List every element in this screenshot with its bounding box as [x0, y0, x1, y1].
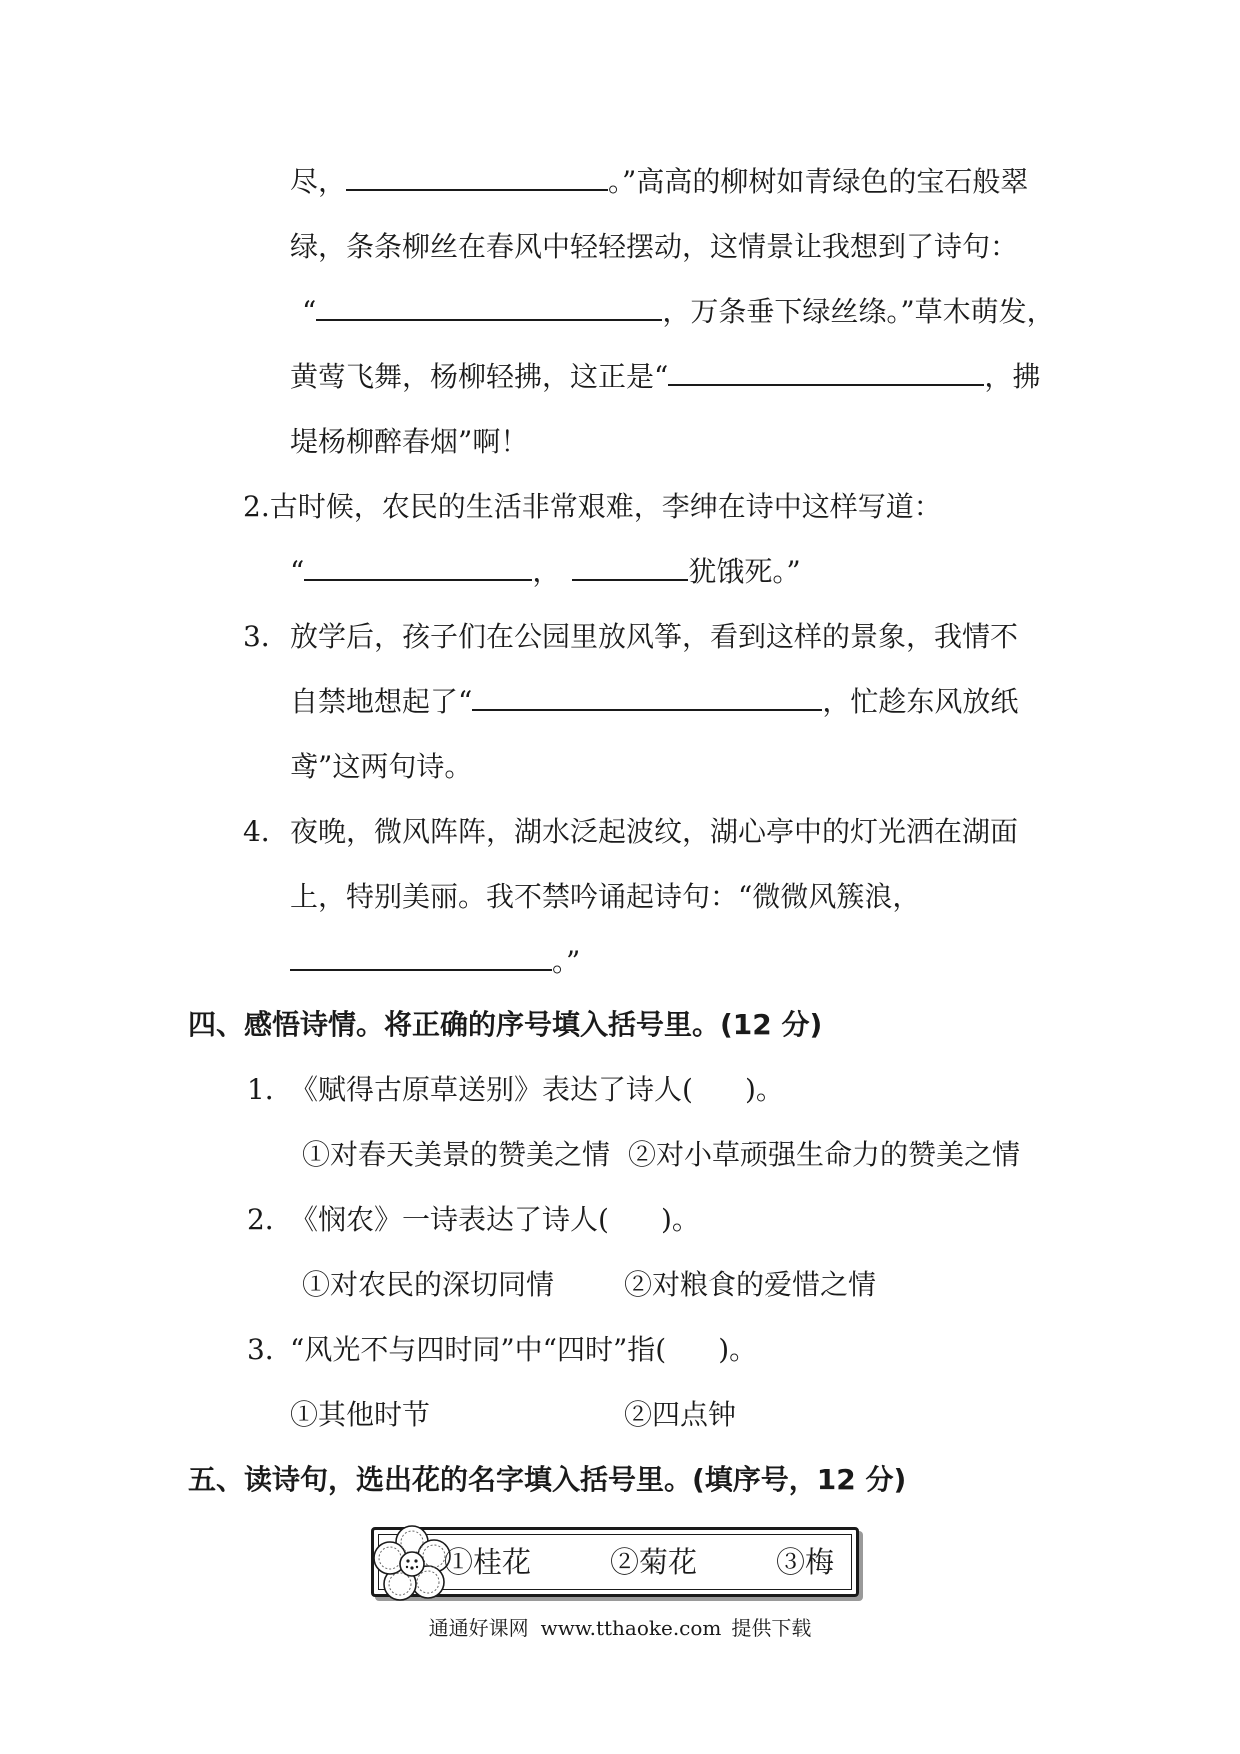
page-footer — [0, 1614, 1240, 1642]
flower-options-box — [371, 1527, 859, 1597]
s4-q1-stem: 1．《赋得古原草送别》表达了诗人( )。 — [247, 1073, 784, 1106]
s4-q3-option-1: ①其他时节 — [290, 1398, 431, 1431]
s4-q3-stem: 3．“风光不与四时同”中“四时”指( )。 — [247, 1333, 758, 1366]
section5-heading: 五、读诗句，选出花的名字填入括号里。(填序号，12 分) — [188, 1463, 907, 1496]
q3-item3-line3: 鸢”这两句诗。 — [290, 750, 473, 783]
s4-q2-options — [302, 1265, 876, 1305]
footer-url[interactable]: www.tthaoke.com — [540, 1616, 722, 1640]
answer-blank[interactable] — [290, 943, 552, 971]
flower-option-2: ②菊花 — [610, 1545, 698, 1579]
answer-blank[interactable] — [472, 683, 822, 711]
answer-blank[interactable] — [668, 358, 984, 386]
q3-item2-line1: 2.古时候，农民的生活非常艰难，李绅在诗中这样写道： — [243, 490, 942, 523]
answer-blank[interactable] — [304, 553, 532, 581]
s4-q1-option-2: ②对小草顽强生命力的赞美之情 — [628, 1138, 1021, 1171]
answer-blank[interactable] — [316, 293, 662, 321]
q3-item1-line2: 绿，条条柳丝在春风中轻轻摆动，这情景让我想到了诗句： — [290, 230, 1019, 263]
q3-item2-line2: “ ， 犹饿死。” — [290, 555, 801, 588]
s4-q1-options — [302, 1135, 1020, 1175]
q3-item1-line5: 堤杨柳醉春烟”啊！ — [290, 425, 529, 458]
s4-q3-option-2: ②四点钟 — [624, 1398, 737, 1431]
flower-option-3: ③梅 — [776, 1545, 835, 1579]
answer-blank[interactable] — [346, 163, 608, 191]
answer-blank[interactable] — [572, 553, 688, 581]
section4-heading: 四、感悟诗情。将正确的序号填入括号里。(12 分) — [188, 1008, 823, 1041]
q3-item4-line3: 。” — [290, 942, 580, 982]
q3-item4-line2: 上，特别美丽。我不禁吟诵起诗句：“微微风簇浪， — [290, 880, 921, 913]
q3-item1-line1: 尽， 。”高高的柳树如青绿色的宝石般翠 — [290, 165, 1029, 198]
q3-item4-line1: 4．夜晚，微风阵阵，湖水泛起波纹，湖心亭中的灯光洒在湖面 — [243, 815, 1019, 848]
s4-q2-option-1: ①对农民的深切同情 — [302, 1268, 555, 1301]
s4-q2-stem: 2．《悯农》一诗表达了诗人( )。 — [247, 1203, 700, 1236]
flower-option-1: ①桂花 — [444, 1545, 532, 1579]
footer-site-name: 通通好课网 — [428, 1616, 529, 1640]
q3-item3-line1: 3．放学后，孩子们在公园里放风筝，看到这样的景象，我情不 — [243, 620, 1019, 653]
s4-q3-options — [290, 1395, 736, 1435]
footer-note: 提供下载 — [731, 1616, 812, 1640]
s4-q2-option-2: ②对粮食的爱惜之情 — [624, 1268, 877, 1301]
q3-item1-line3: “ ，万条垂下绿丝绦。”草木萌发， — [302, 295, 1055, 328]
q3-item3-line2: 自禁地想起了“ ，忙趁东风放纸 — [290, 685, 1019, 718]
s4-q1-option-1: ①对春天美景的赞美之情 — [302, 1138, 611, 1171]
q3-item1-line4: 黄莺飞舞，杨柳轻拂，这正是“ ，拂 — [290, 360, 1041, 393]
